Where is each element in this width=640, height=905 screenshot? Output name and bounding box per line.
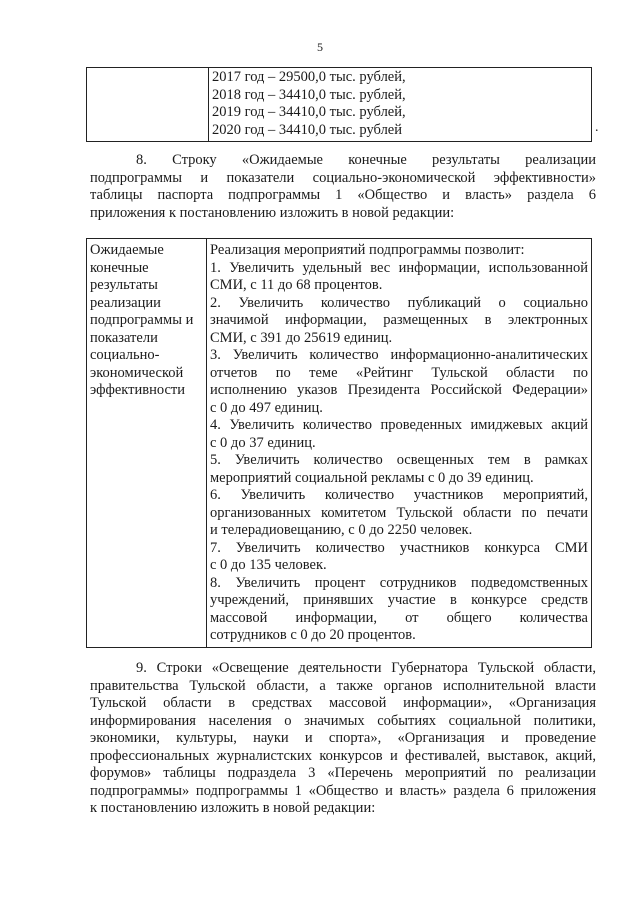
label-line: социально- (90, 347, 160, 363)
table-row (87, 68, 592, 142)
paragraph-line: подпрограммы» подпрограммы 1 «Общество и власть» раздела 6 приложения (90, 782, 596, 799)
paragraph-line: экономики, культуры, науки и спорта», «Организация и проведение (90, 730, 596, 746)
results-line: организованных комитетом Тульской области по печати (210, 504, 588, 521)
paragraph-line: 8. Строку «Ожидаемые конечные результаты реализации (136, 152, 596, 168)
results-line: СМИ, с 391 до 25619 единиц. (210, 329, 393, 346)
results-line: 4. Увеличить количество проведенных имиджевых акций (210, 417, 588, 433)
page-number: 5 (317, 40, 323, 54)
label-line: экономической (90, 364, 184, 381)
results-line: СМИ, с 11 до 68 процентов. (210, 277, 383, 293)
results-line: 5. Увеличить количество освещенных тем в рамках (210, 452, 588, 468)
results-line: Реализация мероприятий подпрограммы позволит: (210, 242, 525, 258)
funding-line: 2018 год – 34410,0 тыс. рублей, (212, 86, 406, 103)
label-line: эффективности (90, 382, 185, 398)
label-line: конечные (90, 259, 149, 276)
results-line: с 0 до 135 человек. (210, 557, 327, 573)
funding-table (86, 67, 592, 142)
results-line: с 0 до 37 единиц. (210, 434, 316, 451)
results-line: значимой информации, размещенных в электронных (210, 312, 588, 328)
results-line: массовой информации, от общего количества (210, 609, 588, 626)
results-line: 2. Увеличить количество публикаций о социально (210, 294, 588, 311)
paragraph-line: информирования населения о значимых событиях социальной политики, (90, 712, 596, 729)
results-value-cell (207, 239, 592, 648)
paragraph-line: профессиональных журналистских конкурсов и фестивалей, выставок, акций, (90, 747, 596, 764)
paragraph-line: форумов» таблицы подраздела 3 «Перечень мероприятий по реализации (90, 765, 596, 781)
label-line: подпрограммы и (90, 312, 194, 328)
results-line: 8. Увеличить процент сотрудников подведомственных (210, 574, 588, 591)
results-line: сотрудников с 0 до 20 процентов. (210, 627, 416, 643)
results-line: учреждений, принявших участие в конкурсе средств (210, 592, 588, 608)
table-trailing-period: . (595, 120, 599, 135)
paragraph-8 (90, 152, 596, 222)
paragraph-line: Тульской области в средствах массовой информации», «Организация (90, 695, 596, 711)
label-line: показатели (90, 329, 158, 346)
paragraph-line: таблицы паспорта подпрограммы 1 «Общество и власть» раздела 6 (90, 187, 596, 203)
results-line: с 0 до 497 единиц. (210, 399, 323, 416)
results-label-cell (87, 239, 207, 648)
table-row (87, 239, 592, 648)
results-line: 1. Увеличить удельный вес информации, использованной (210, 259, 588, 276)
results-line: и телерадиовещанию, с 0 до 2250 человек. (210, 522, 473, 538)
expected-results-table (86, 238, 592, 648)
label-line: реализации (90, 294, 161, 311)
funding-label-cell (87, 68, 209, 142)
paragraph-9 (90, 660, 596, 818)
funding-line: 2020 год – 34410,0 тыс. рублей (212, 121, 403, 138)
label-line: результаты (90, 277, 158, 293)
paragraph-line: 9. Строки «Освещение деятельности Губернатора Тульской области, (136, 660, 596, 676)
results-line: мероприятий социальной рекламы с 0 до 39 единиц. (210, 469, 534, 486)
results-line: 6. Увеличить количество участников мероприятий, (210, 487, 588, 503)
funding-line: 2019 год – 34410,0 тыс. рублей, (212, 104, 406, 120)
results-line: отчетов по теме «Рейтинг Тульской области по (210, 364, 588, 381)
funding-line: 2017 год – 29500,0 тыс. рублей, (212, 69, 406, 85)
results-line: 3. Увеличить количество информационно-аналитических (210, 347, 588, 363)
label-line: Ожидаемые (90, 242, 164, 258)
results-line: исполнению указов Президента Российской Федерации» (210, 382, 588, 398)
funding-value-cell (209, 68, 592, 142)
paragraph-line: подпрограммы и показатели социально-экономической эффективности» (90, 169, 596, 186)
paragraph-line: к постановлению изложить в новой редакции: (90, 800, 376, 816)
paragraph-line: приложения к постановлению изложить в новой редакции: (90, 204, 455, 221)
paragraph-line: правительства Тульской области, а также органов исполнительной власти (90, 677, 596, 694)
results-line: 7. Увеличить количество участников конкурса СМИ (210, 539, 588, 556)
